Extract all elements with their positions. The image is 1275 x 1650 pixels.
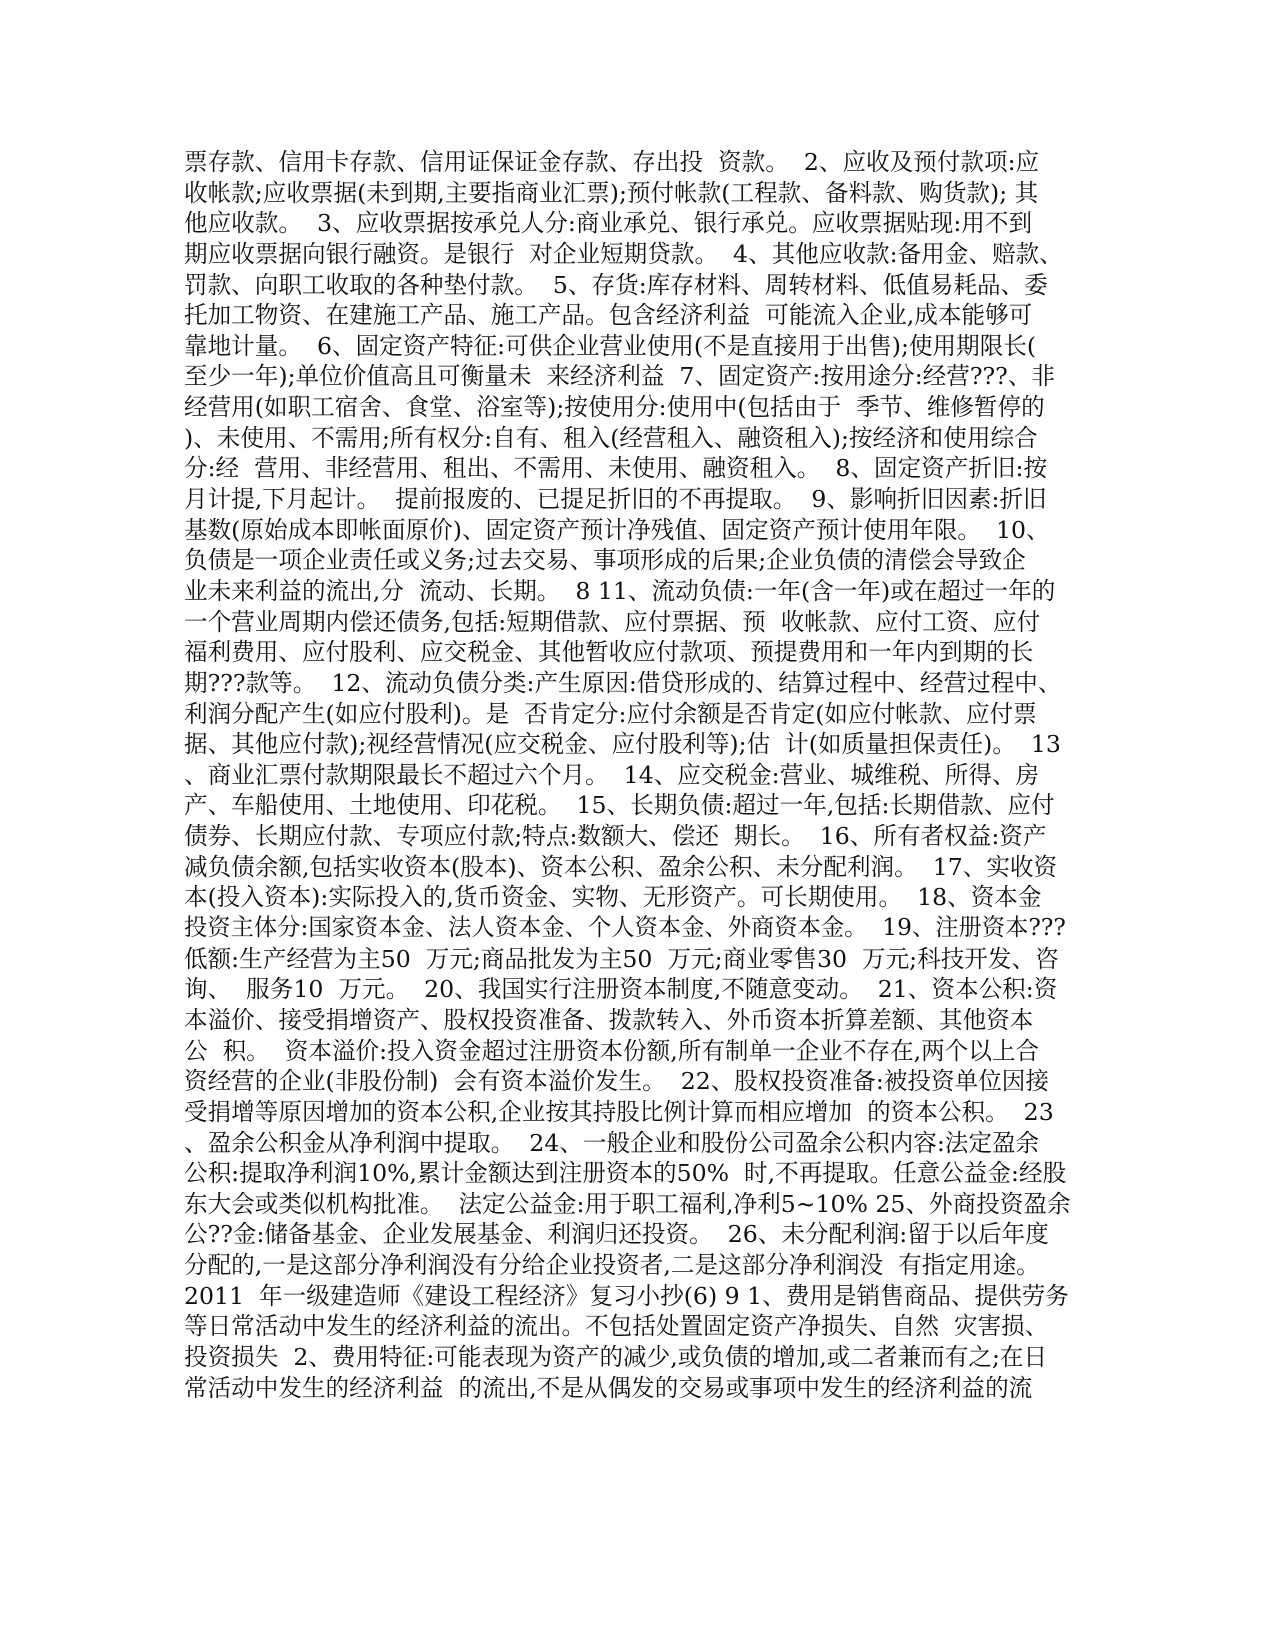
text-line: 业未来利益的流出,分 流动、长期。 8 11、流动负债:一年(含一年)或在超过一年的 xyxy=(184,576,1056,605)
text-line: 受捐增等原因增加的资本公积,企业按其持股比例计算而相应增加 的资本公积。 23 xyxy=(184,1097,1054,1126)
text-line: 票存款、信用卡存款、信用证保证金存款、存出投 资款。 2、应收及预付款项:应 xyxy=(184,148,1040,176)
text-line: 期应收票据向银行融资。是银行 对企业短期贷款。 4、其他应收款:备用金、赔款、 xyxy=(184,239,1063,268)
text-line: 据、其他应付款);视经营情况(应交税金、应付股利等);估 计(如质量担保责任)。 13 xyxy=(184,730,1061,759)
text-line: 减负债余额,包括实收资本(股本)、资本公积、盈余公积、未分配利润。 17、实收资 xyxy=(184,852,1058,881)
text-line: 罚款、向职工收取的各种垫付款。 5、存货:库存材料、周转材料、低值易耗品、委 xyxy=(184,270,1048,299)
text-line: 、盈余公积金从净利润中提取。 24、一般企业和股份公司盈余公积内容:法定盈余 xyxy=(184,1128,1040,1157)
text-line: 一个营业周期内偿还债务,包括:短期借款、应付票据、预 收帐款、应付工资、应付 xyxy=(184,607,1041,636)
text-line: 债券、长期应付款、专项应付款;特点:数额大、偿还 期长。 16、所有者权益:资产 xyxy=(184,822,1047,851)
text-line: 询、 服务10 万元。 20、我国实行注册资本制度,不随意变动。 21、资本公积:资 xyxy=(184,975,1058,1004)
text-line: 公??金:储备基金、企业发展基金、利润归还投资。 26、未分配利润:留于以后年度 xyxy=(184,1220,1049,1249)
text-line: 基数(原始成本即帐面原价)、固定资产预计净残值、固定资产预计使用年限。 10、 xyxy=(184,515,1050,544)
text-line: 资经营的企业(非股份制) 会有资本溢价发生。 22、股权投资准备:被投资单位因接 xyxy=(184,1067,1049,1096)
text-line: 他应收款。 3、应收票据按承兑人分:商业承兑、银行承兑。应收票据贴现:用不到 xyxy=(184,209,1033,238)
text-line: 低额:生产经营为主50 万元;商品批发为主50 万元;商业零售30 万元;科技开发、咨 xyxy=(184,944,1059,973)
text-line: 月计提,下月起计。 提前报废的、已提足折旧的不再提取。 9、影响折旧因素:折旧 xyxy=(184,485,1047,514)
body-text xyxy=(184,147,1074,1403)
text-line: 本溢价、接受捐增资产、股权投资准备、拨款转入、外币资本折算差额、其他资本 xyxy=(184,1005,1034,1034)
text-line: 福利费用、应付股利、应交税金、其他暂收应付款项、预提费用和一年内到期的长 xyxy=(184,638,1034,667)
text-line: 常活动中发生的经济利益 的流出,不是从偶发的交易或事项中发生的经济利益的流 xyxy=(184,1373,1033,1402)
text-line: 本(投入资本):实际投入的,货币资金、实物、无形资产。可长期使用。 18、资本金 xyxy=(184,883,1042,912)
text-line: 等日常活动中发生的经济利益的流出。不包括处置固定资产净损失、自然 灾害损、 xyxy=(184,1312,1049,1341)
text-line: 靠地计量。 6、固定资产特征:可供企业营业使用(不是直接用于出售);使用期限长( xyxy=(184,331,1037,360)
text-line: 2011 年一级建造师《建设工程经济》复习小抄(6) 9 1、费用是销售商品、提供劳务 xyxy=(184,1281,1069,1310)
text-line: 产、车船使用、土地使用、印花税。 15、长期负债:超过一年,包括:长期借款、应付 xyxy=(184,791,1055,820)
text-line: )、未使用、不需用;所有权分:自有、租入(经营租入、融资租入);按经济和使用综合 xyxy=(184,423,1038,452)
text-line: 公积:提取净利润10%,累计金额达到注册资本的50% 时,不再提取。任意公益金:经股 xyxy=(184,1159,1067,1188)
text-line: 托加工物资、在建施工产品、施工产品。包含经济利益 可能流入企业,成本能够可 xyxy=(184,301,1033,330)
text-line: 负债是一项企业责任或义务;过去交易、事项形成的后果;企业负债的清偿会导致企 xyxy=(184,546,1026,575)
text-line: 期???款等。 12、流动负债分类:产生原因:借贷形成的、结算过程中、经营过程中、 xyxy=(184,668,1062,697)
text-line: 公 积。 资本溢价:投入资金超过注册资本份额,所有制单一企业不存在,两个以上合 xyxy=(184,1036,1040,1065)
text-line: 、商业汇票付款期限最长不超过六个月。 14、应交税金:营业、城维税、所得、房 xyxy=(184,760,1040,789)
text-line: 至少一年);单位价值高且可衡量未 来经济利益 7、固定资产:按用途分:经营???、非 xyxy=(184,362,1056,391)
text-line: 收帐款;应收票据(未到期,主要指商业汇票);预付帐款(工程款、备料款、购货款); 其 xyxy=(184,178,1039,207)
text-line: 经营用(如职工宿舍、食堂、浴室等);按使用分:使用中(包括由于 季节、维修暂停的 xyxy=(184,393,1045,422)
text-line: 投资损失 2、费用特征:可能表现为资产的减少,或负债的增加,或二者兼而有之;在日 xyxy=(184,1342,1048,1371)
text-line: 利润分配产生(如应付股利)。是 否肯定分:应付余额是否肯定(如应付帐款、应付票 xyxy=(184,699,1037,728)
text-line: 分配的,一是这部分净利润没有分给企业投资者,二是这部分净利润没 有指定用途。 xyxy=(184,1251,1040,1280)
text-line: 投资主体分:国家资本金、法人资本金、个人资本金、外商资本金。 19、注册资本??? xyxy=(184,914,1066,942)
text-line: 分:经 营用、非经营用、租出、不需用、未使用、融资租入。 8、固定资产折旧:按 xyxy=(184,454,1048,483)
text-line: 东大会或类似机构批准。 法定公益金:用于职工福利,净利5~10% 25、外商投资盈余 xyxy=(184,1189,1071,1218)
